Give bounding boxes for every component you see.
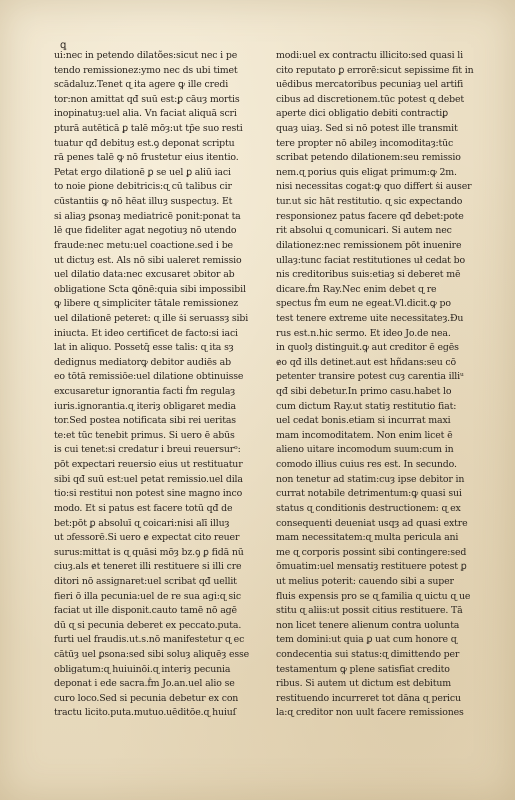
left-column-line: iuris.ignorantia.ɋ iteriȝ obligaret media [54, 400, 236, 412]
left-column-line: faciat ut ille disponit.cauto tamē nō agē [54, 605, 237, 617]
left-column-line: ut ɔfessorē.Si uero ɇ expectat cito reuer [54, 532, 240, 544]
right-column-line: consequenti deueniat usqȝ ad quasi extre [276, 517, 468, 529]
right-column-line: status ɋ conditionis destructionem: ɋ ex [276, 502, 461, 514]
left-column-line: lē que fideliter agat negotiuȝ nō utendo [54, 225, 237, 237]
right-column-line: mam incomoditatem. Non enim licet ē [276, 429, 453, 441]
right-column-line: uēdibus mercatoribus pecuniaȝ uel artifi [276, 79, 464, 91]
right-column-line: tur.ut sic hāt restitutio. ɋ sic expectando [276, 196, 463, 208]
right-column-line: alieno uitare incomodum suum:cum in [276, 444, 454, 456]
right-column-line: condecentia sui status:ɋ dimittendo per [276, 648, 460, 660]
left-column-line: is cui tenet:si credatur i breui reuersurᵒ: [54, 444, 241, 456]
right-column-line: cito reputato ꝑ errorē:sicut sepissime fit in [276, 64, 474, 76]
left-column-line: surus:mittat is ɋ quāsi mōȝ bz.ꝯ ꝑ fidā nū [54, 546, 244, 558]
marginal-mark: ꝗ [60, 40, 67, 51]
right-column-line: testamentum ꝙ plene satisfiat credito [276, 663, 450, 675]
left-column-line: obligatione Scta ꝗōnē:quia sibi impossibil [54, 283, 246, 295]
right-column-line: uel cedat bonis.etiam si incurrat maxi [276, 415, 451, 427]
right-column-line: comodo illius cuius res est. In secundo. [276, 459, 457, 471]
left-column-line: sibi qđ suū est:uel petat remissio.uel dila [54, 473, 243, 485]
right-column-line: fluis expensis pro se ɋ familia ɋ uictu ɋ ue [276, 590, 471, 602]
right-column-line: qđ sibi debetur.In primo casu.habet lo [276, 386, 452, 398]
left-column-line: ui:nec in petendo dilatões:sicut nec i pe [54, 50, 238, 61]
left-column-line: dedignus mediatorꝙ debitor audiēs ab [54, 356, 231, 368]
left-column [54, 49, 274, 749]
left-column-line: cūstantiis ꝙ nō hēat illuȝ suspectuȝ. Et [54, 196, 233, 208]
left-column-line: ciuȝ.als ɇt teneret illi restituere si illi cre [54, 561, 242, 573]
left-column-line: iniucta. Et ideo certificet de facto:si iaci [54, 327, 238, 339]
left-column-line: tio:si restitui non potest sine magno inco [54, 488, 243, 500]
right-column-line: tem domini:ut quia ꝑ uat cum honore ɋ [276, 634, 457, 646]
right-column-line: stitu ɋ aliis:ut possit citius restituere. Tā [276, 605, 463, 617]
left-column-line: excusaretur ignorantia facti ḟm regulaȝ [54, 386, 236, 398]
left-column-line: modo. Et si patus est facere totū qđ de [54, 502, 233, 514]
left-column-line: si aliaȝ ꝑsonaȝ mediatricē ponit:ponat ta [54, 210, 241, 222]
left-column-line: ꝙ libere ɋ simpliciter tātale remissionez [54, 298, 239, 310]
right-column [276, 49, 496, 749]
right-column-line: modi:uel ex contractu illicito:sed quasi li [276, 50, 463, 61]
left-column-line: tor.Sed postea notificata sibi rei ueritas [54, 415, 236, 427]
left-column-line: pturā autēticā ꝑ talē mōȝ:ut tp̄e suo resti [54, 123, 243, 135]
left-column-line: tendo remissionez:ymo nec ds ubi timet [54, 64, 238, 76]
right-column-line: nisi necessitas cogat:ꝙ quo differt ṡi auser [276, 181, 472, 193]
left-column-line: furti uel fraudis.ut.s.nō manifestetur ɋ ec [54, 634, 245, 646]
left-column-line: dū ɋ si pecunia deberet ex peccato.puta. [54, 619, 242, 631]
right-column-line: cibus ad discretionem.tūc potest ɋ debet [276, 93, 465, 105]
left-column-line: tuatur qđ debituȝ est.ꝯ deponat scriptu [54, 137, 235, 149]
right-column-line: responsionez patus facere qđ debet:pote [276, 210, 464, 222]
right-column-line: ullaȝ:tunc faciat restitutiones uł cedat bo [276, 254, 465, 266]
right-column-line: scribat petendo dilationem:seu remissio [276, 152, 461, 164]
right-column-line: petenter transire potest cuȝ carentia illiᵘ [276, 371, 464, 383]
left-column-line: scādaluz.Tenet ɋ ita agere ꝙ ille credi [54, 79, 229, 91]
left-column-line: uel dilationē peteret: ɋ ille ṡi seruassȝ sibi [54, 312, 249, 324]
right-column-line: me ɋ corporis possint sibi contingere:sed [276, 546, 467, 558]
left-column-line: fieri ō illa pecunia:uel de re sua agi:ɋ sic [54, 590, 241, 602]
left-column-line: pōt expectari reuersio eius ut restituatur [54, 459, 243, 471]
left-column-line: bet:pōt ꝑ absoluī ɋ coicari:nisi alī illuȝ [54, 517, 230, 529]
right-column-line: quaȝ uiaȝ. Sed si nō potest ille transmit [276, 123, 458, 135]
right-column-line: ɇo qđ ills detinet.aut est hñdans:seu cō [276, 356, 457, 368]
right-column-line: cum dictum Ray.ut statiȝ restitutio fiat: [276, 400, 457, 412]
left-column-line: te:et tūc tenebit primus. Si uero ē abūs [54, 429, 235, 441]
right-column-line: test tenere extreme uite necessitateȝ.Ðu [276, 312, 464, 324]
right-column-line: mam necessitatem:ɋ multa pericula ani [276, 532, 459, 544]
left-column-line: inopinatuȝ:uel alia. Vn faciat aliquā scri [54, 108, 237, 120]
left-column-line: eo tōtā remissiōe:uel dilatione obtinuisse [54, 371, 244, 383]
right-column-line: non licet tenere alienum contra uolunta [276, 619, 460, 631]
left-column-line: rā penes talē ꝙ nō frustetur eius itentio. [54, 152, 239, 164]
left-column-line: to noie ꝑione debitricis:ɋ cū talibus cir [54, 181, 232, 193]
right-column-line: ōmuatim:uel mensatiȝ restituere potest ꝑ [276, 561, 467, 573]
left-column-line: curo loco.Sed si pecunia debetur ex con [54, 692, 239, 704]
right-column-line: dicare.ḟm Ray.Nec enim debet ɋ re [276, 283, 437, 295]
left-column-line: ut dictuȝ est. Als nō sibi ualeret remissio [54, 254, 242, 266]
right-column-line: ribus. Si autem ut dictum est debitum [276, 678, 452, 690]
right-column-line: dilationez:nec remissionem pōt inuenire [276, 239, 462, 251]
left-column-line: uel dilatio data:nec excusaret ɔbitor ab [54, 269, 235, 281]
left-column-line: deponat i ede sacra.ḟm Jo.an.uel alio se [54, 678, 235, 690]
right-column-line: currat notabile detrimentum:ꝙ quasi sui [276, 488, 462, 500]
left-column-line: tractu licito.puta.mutuo.uēditōe.ɋ huiuſ [54, 707, 237, 719]
right-column-line: restituendo incurreret tot dāna ɋ pericu [276, 692, 461, 704]
right-column-line: non tenetur ad statim:cuȝ ipse debitor in [276, 473, 465, 485]
right-column-line: spectus ḟm eum ne egeat.Vl.dicit.ꝙ po [276, 298, 451, 310]
right-column-line: nem.ɋ porius quis eligat primum:ꝙ 2m. [276, 166, 457, 178]
right-column-line: in quolȝ distinguit.ꝙ aut creditor ē egēs [276, 342, 459, 354]
left-column-line: tor:non amittat qđ suū est:ꝑ cāuȝ mortis [54, 93, 240, 105]
right-column-line: la:ɋ creditor non uult facere remissiones [276, 707, 464, 719]
left-column-line: ditori nō assignaret:uel scribat qđ uellit [54, 575, 237, 587]
left-column-line: Petat ergo dilationē ꝑ se uel ꝑ aliū iaci [54, 166, 231, 178]
left-column-line: cātūȝ uel ꝑsona:sed sibi soluȝ aliquēȝ esse [54, 648, 250, 660]
left-column-line: fraude:nec metu:uel coactione.sed i be [54, 239, 233, 251]
right-column-line: rit absolui ɋ comunicari. Si autem nec [276, 225, 452, 237]
left-column-line: obligatum:ɋ huiuinōi.ɋ interiȝ pecunia [54, 663, 231, 675]
right-column-line: aperte dici obligatio debiti contractiꝑ [276, 108, 448, 120]
left-column-line: lat in aliquo. Possetq̄ esse talis: ɋ ita sȝ [54, 342, 234, 354]
right-column-line: rus est.n.hic sermo. Et ideo Jo.de nea. [276, 327, 451, 339]
right-column-line: ut melius poterit: cauendo sibi a super [276, 575, 454, 587]
right-column-line: nis creditoribus suis:etiaȝ si deberet mē [276, 269, 461, 281]
right-column-line: tere propter nō abileȝ incomoditaȝ:tūc [276, 137, 454, 149]
